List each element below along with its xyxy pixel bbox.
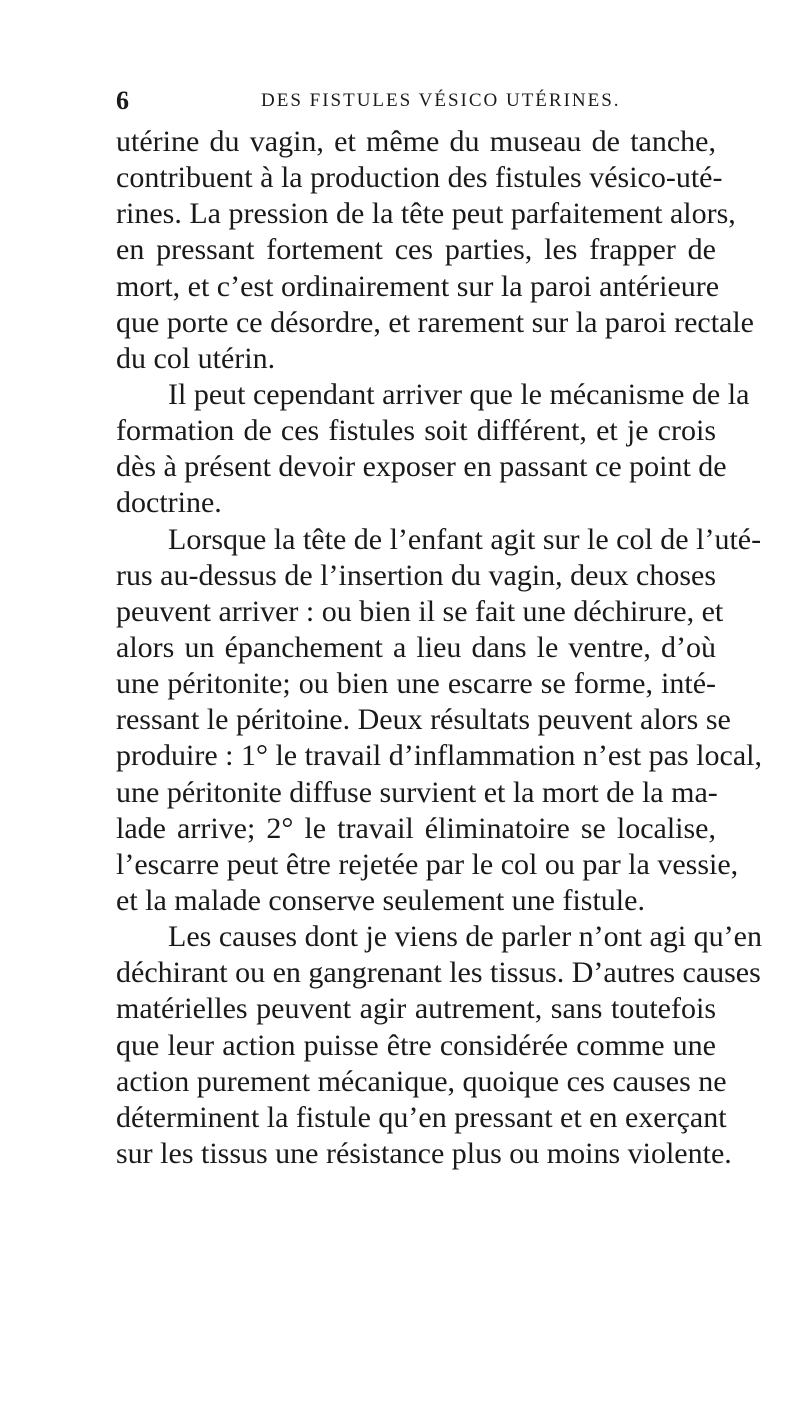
text-line: Lorsque la tête de l’enfant agit sur le col de l’uté- (168, 522, 762, 556)
text-line: en pressant fortement ces parties, les frapper de (116, 233, 716, 267)
text-line: contribuent à la production des fistules vésico-uté- (116, 161, 723, 195)
text-line: et la malade conserve seulement une fistule. (116, 883, 645, 917)
page-number: 6 (116, 86, 129, 115)
text-line: déterminent la fistule qu’en pressant et en exerçant (116, 1100, 727, 1134)
text-line: produire : 1° le travail d’inflammation n’est pas local, (116, 739, 762, 773)
text-line: formation de ces fistules soit différent, et je crois (116, 414, 716, 448)
text-line: ressant le péritoine. Deux résultats peuvent alors se (116, 703, 731, 737)
running-title: DES FISTULES VÉSICO UTÉRINES. (261, 90, 621, 111)
text-line: une péritonite; ou bien une escarre se forme, inté- (116, 667, 716, 701)
text-line: mort, et c’est ordinairement sur la paroi antérieure (116, 269, 720, 303)
text-line: matérielles peuvent agir autrement, sans toutefois (116, 992, 716, 1026)
text-line: du col utérin. (116, 341, 276, 375)
body-text (116, 124, 762, 1172)
text-line: Les causes dont je viens de parler n’ont agi qu’en (168, 920, 762, 954)
text-line: que porte ce désordre, et rarement sur la paroi rectale (116, 305, 754, 339)
running-header (116, 86, 716, 116)
text-line: peuvent arriver : ou bien il se fait une déchirure, et (116, 594, 724, 628)
text-line: rines. La pression de la tête peut parfaitement alors, (116, 197, 736, 231)
text-line: dès à présent devoir exposer en passant ce point de (116, 450, 727, 484)
text-line: Il peut cependant arriver que le mécanisme de la (168, 377, 750, 411)
text-line: utérine du vagin, et même du museau de tanche, (116, 125, 716, 158)
text-line: alors un épanchement a lieu dans le ventre, d’où (116, 630, 716, 664)
text-line: lade arrive; 2° le travail éliminatoire se localise, (116, 811, 716, 845)
text-line: une péritonite diffuse survient et la mort de la ma- (116, 775, 718, 809)
text-line: que leur action puisse être considérée comme une (116, 1028, 716, 1062)
text-line: rus au-dessus de l’insertion du vagin, deux choses (116, 558, 716, 592)
text-line: doctrine. (116, 486, 222, 520)
text-line: déchirant ou en gangrenant les tissus. D’autres causes (116, 956, 761, 990)
text-line: l’escarre peut être rejetée par le col ou par la vessie, (116, 847, 739, 881)
text-line: sur les tissus une résistance plus ou moins violente. (116, 1136, 732, 1170)
text-line: action purement mécanique, quoique ces causes ne (116, 1064, 727, 1098)
